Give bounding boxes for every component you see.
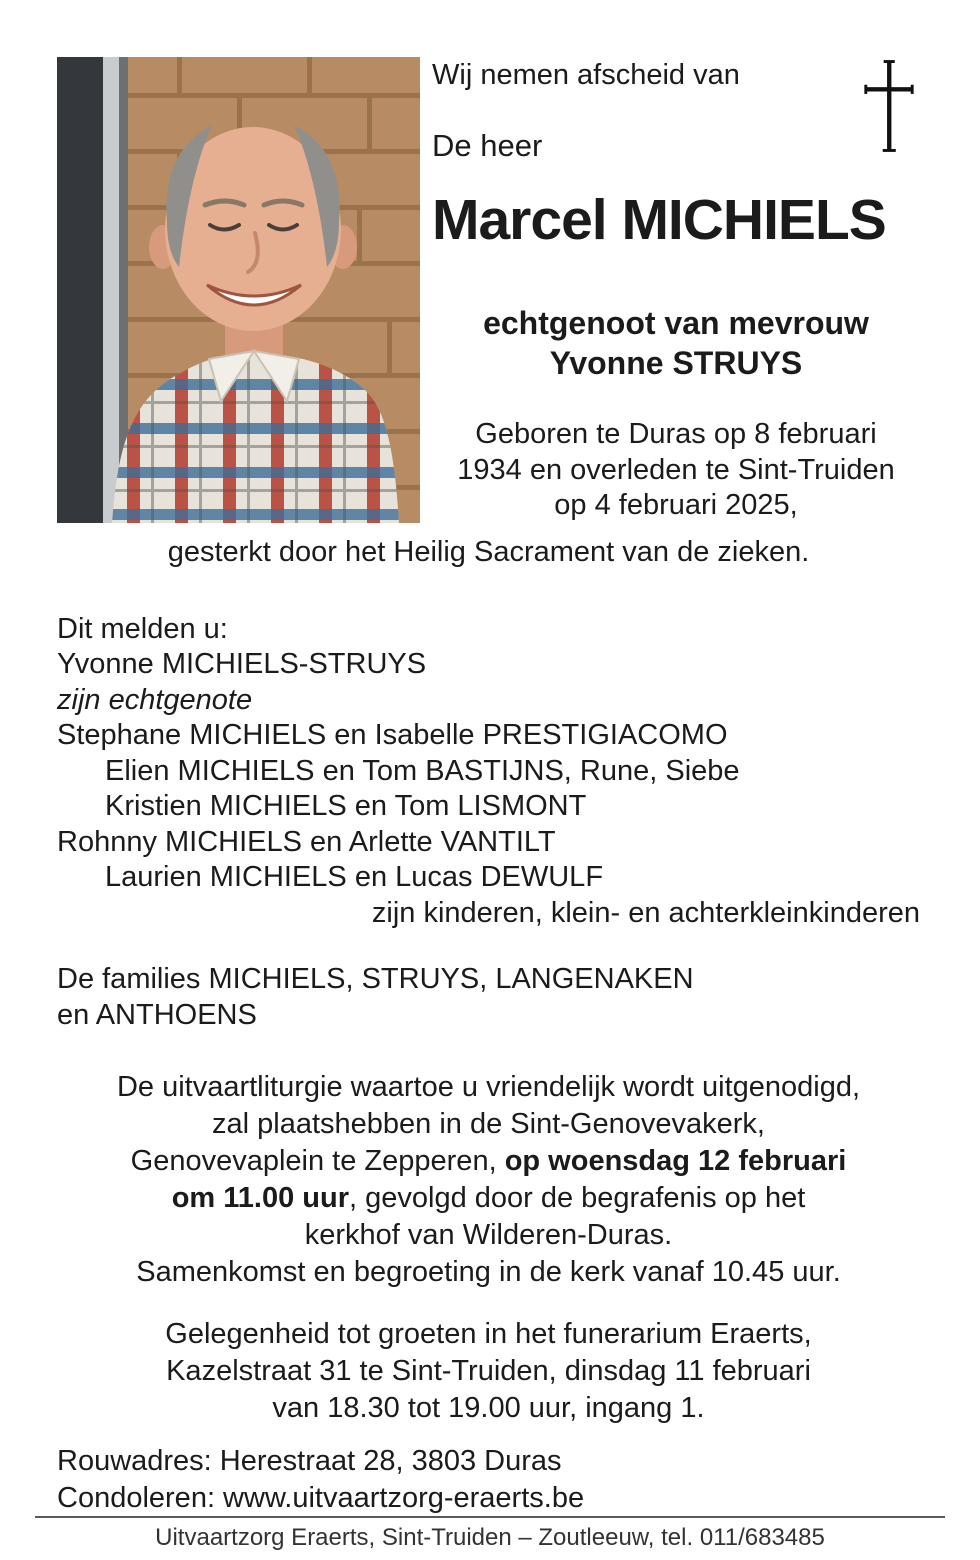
wife-name: Yvonne MICHIELS-STRUYS: [57, 648, 427, 680]
service-announcement: [57, 1069, 920, 1291]
contact-block: [57, 1443, 920, 1517]
relation-block: [432, 303, 920, 383]
latin-cross-icon: [860, 57, 918, 155]
children-caption: zijn kinderen, klein- en achterkleinkinderen: [371, 896, 920, 929]
birth-death-block: [432, 417, 920, 524]
undertaker-info: Uitvaartzorg Eraerts, Sint-Truiden – Zoutleeuw, tel. 011/683485: [155, 1524, 825, 1551]
intro-line: Wij nemen afscheid van: [432, 59, 740, 91]
families-line-2: en ANTHOENS: [57, 999, 257, 1031]
family-line: Rohnny MICHIELS en Arlette VANTILT: [57, 825, 556, 858]
service-line: Samenkomst en begroeting in de kerk vanaf 10.45 uur.: [136, 1256, 841, 1288]
portrait-photo: [57, 57, 420, 523]
announcers-section: [57, 612, 920, 932]
header-text-column: [420, 57, 920, 524]
families-line-1: De families MICHIELS, STRUYS, LANGENAKEN: [57, 963, 694, 995]
mourning-address: Rouwadres: Herestraat 28, 3803 Duras: [57, 1445, 562, 1477]
condolence-website: Condoleren: www.uitvaartzorg-eraerts.be: [57, 1482, 585, 1514]
service-line: zal plaatshebben in de Sint-Genovevakerk,: [212, 1108, 765, 1140]
wife-role: zijn echtgenote: [57, 683, 253, 716]
service-line: [57, 1143, 920, 1180]
service-line: De uitvaartliturgie waartoe u vriendelijk wordt uitgenodigd,: [116, 1071, 861, 1103]
relation-line: echtgenoot van mevrouw: [483, 305, 869, 341]
family-line: Laurien MICHIELS en Lucas DEWULF: [105, 861, 604, 893]
greeting-announcement: [57, 1316, 920, 1427]
greeting-line: Kazelstraat 31 te Sint-Truiden, dinsdag 11 februari: [166, 1355, 811, 1387]
born-line-2: 1934 en overleden te Sint-Truiden: [457, 453, 895, 486]
greeting-line: Gelegenheid tot groeten in het funerarium Eraerts,: [165, 1318, 812, 1350]
service-text: Genovevaplein te Zepperen,: [130, 1145, 505, 1177]
spouse-name: Yvonne STRUYS: [549, 345, 803, 381]
sacrament-line: gesterkt door het Heilig Sacrament van de zieken.: [167, 535, 810, 568]
family-line: Kristien MICHIELS en Tom LISMONT: [105, 790, 587, 822]
family-line: Stephane MICHIELS en Isabelle PRESTIGIACOMO: [57, 719, 728, 751]
born-line-3: op 4 februari 2025,: [554, 489, 798, 521]
header-section: [57, 57, 920, 524]
family-line: Elien MICHIELS en Tom BASTIJNS, Rune, Siebe: [105, 754, 740, 787]
families-block: [57, 961, 920, 1033]
salutation: De heer: [432, 128, 543, 163]
greeting-line: van 18.30 tot 19.00 uur, ingang 1.: [272, 1392, 705, 1424]
deceased-name: Marcel MICHIELS: [432, 188, 886, 252]
undertaker-footer: [35, 1516, 945, 1552]
service-line: kerkhof van Wilderen-Duras.: [304, 1219, 673, 1251]
announcers-heading: Dit melden u:: [57, 612, 228, 645]
born-line-1: Geboren te Duras op 8 februari: [475, 418, 877, 450]
service-line: [57, 1180, 920, 1217]
service-date: op woensdag 12 februari: [504, 1145, 847, 1177]
service-time: om 11.00 uur: [171, 1182, 349, 1214]
service-text: , gevolgd door de begrafenis op het: [349, 1182, 806, 1214]
